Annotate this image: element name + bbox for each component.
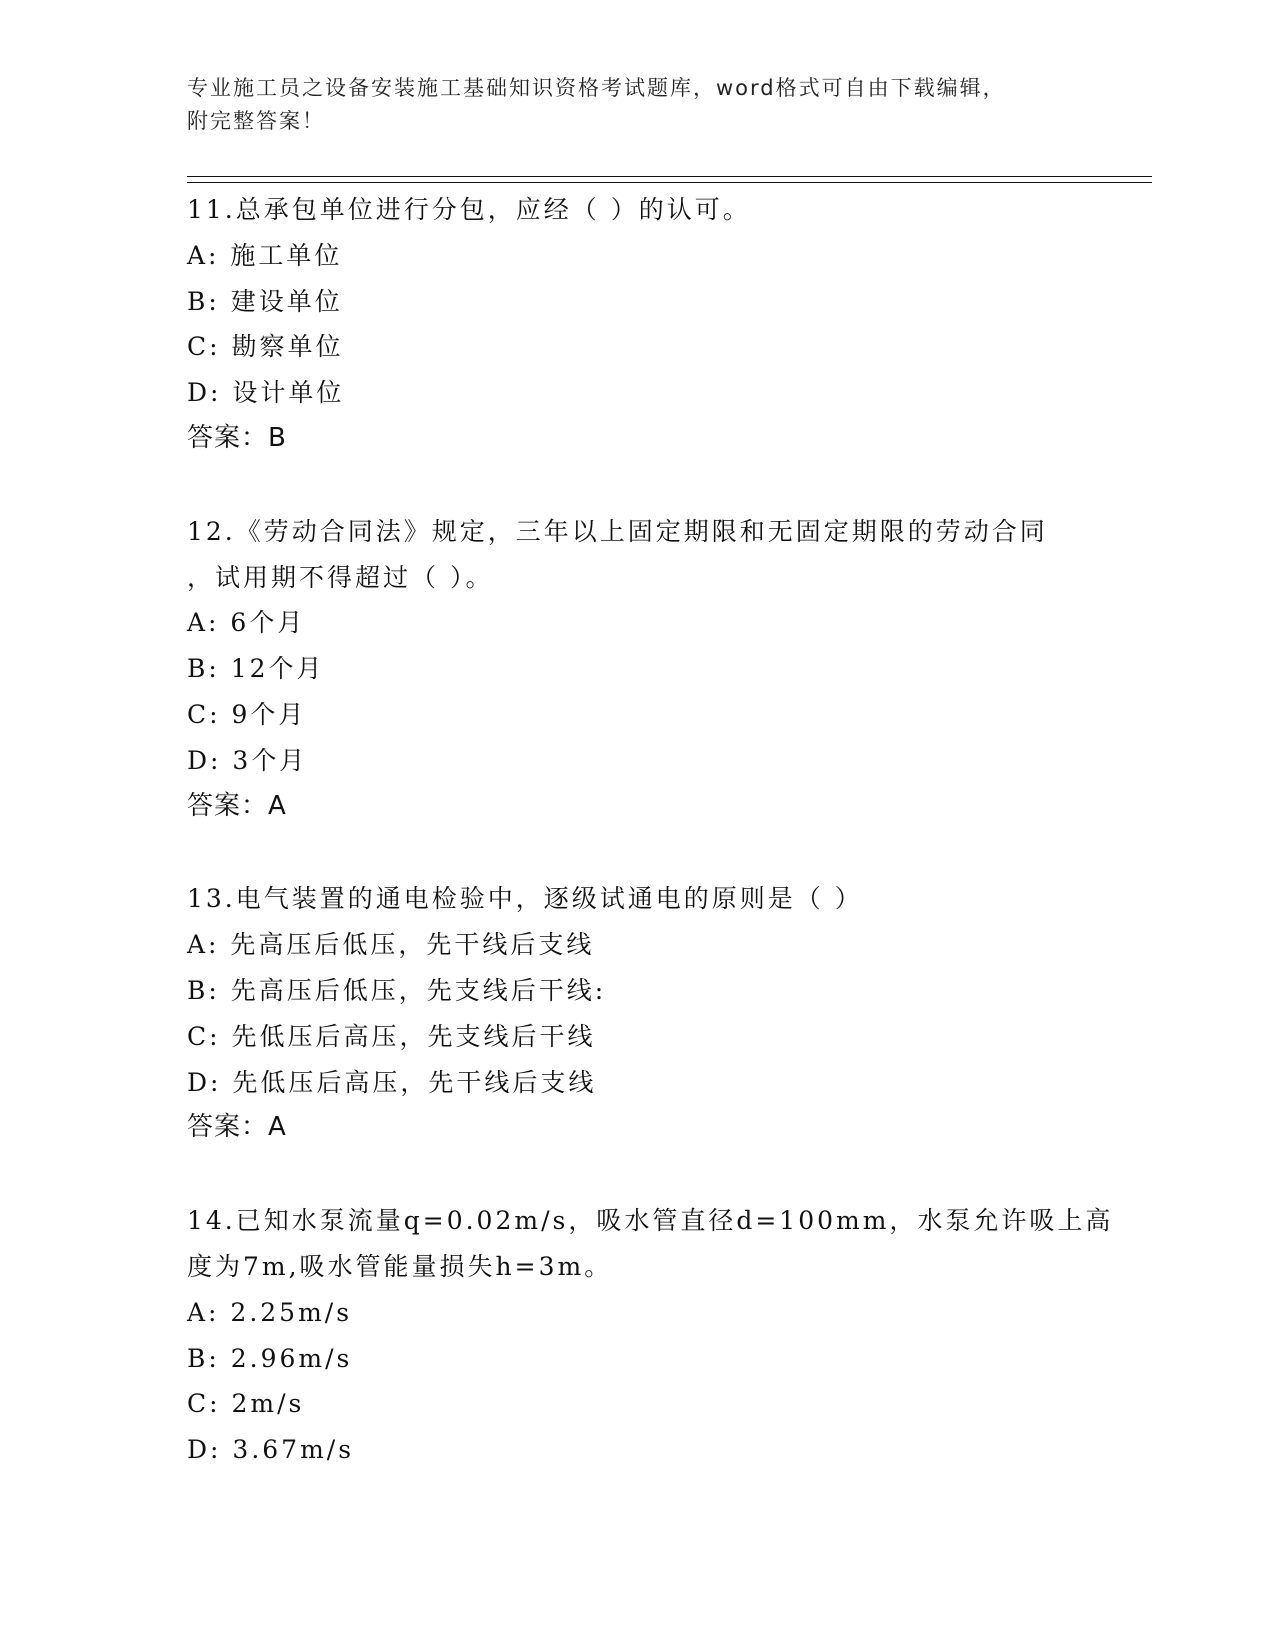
question-stem-continued: 度为7m,吸水管能量损失h=3m。 xyxy=(187,1251,613,1281)
answer-label: 答案：B xyxy=(187,422,287,453)
option-b: B: 建设单位 xyxy=(187,286,343,316)
question-11 xyxy=(187,187,1087,462)
document-header xyxy=(187,72,1087,138)
option-a: A: 施工单位 xyxy=(187,240,343,270)
option-b: B: 2.96m/s xyxy=(187,1343,353,1373)
header-line-2: 附完整答案！ xyxy=(187,109,325,133)
header-divider-top xyxy=(187,176,1152,177)
answer-label: 答案：A xyxy=(187,790,287,821)
option-d: D: 设计单位 xyxy=(187,378,345,408)
question-13 xyxy=(187,876,1087,1151)
option-d: D: 3个月 xyxy=(187,745,308,775)
option-a: A: 先高压后低压，先干线后支线 xyxy=(187,930,595,960)
option-a: A: 2.25m/s xyxy=(187,1297,353,1327)
option-c: C: 勘察单位 xyxy=(187,332,344,362)
header-line-1: 专业施工员之设备安装施工基础知识资格考试题库，word格式可自由下载编辑， xyxy=(187,76,1006,100)
option-b: B: 12个月 xyxy=(187,654,325,684)
option-d: D: 3.67m/s xyxy=(187,1435,355,1465)
answer-label: 答案：A xyxy=(187,1112,287,1143)
question-stem-continued: ，试用期不得超过（ ）。 xyxy=(187,562,494,592)
question-stem: 11.总承包单位进行分包，应经（ ）的认可。 xyxy=(187,195,751,224)
question-stem: 13.电气装置的通电检验中，逐级试通电的原则是（ ） xyxy=(187,884,863,914)
option-b: B: 先高压后低压，先支线后干线: xyxy=(187,975,607,1005)
header-divider-bottom xyxy=(187,182,1152,183)
option-d: D: 先低压后高压，先干线后支线 xyxy=(187,1067,597,1097)
option-c: C: 2m/s xyxy=(187,1389,305,1419)
option-c: C: 9个月 xyxy=(187,699,307,729)
option-a: A: 6个月 xyxy=(187,608,306,638)
question-stem: 12.《劳动合同法》规定，三年以上固定期限和无固定期限的劳动合同 xyxy=(187,516,1048,546)
question-14 xyxy=(187,1198,1114,1473)
question-12 xyxy=(187,509,1087,830)
question-list xyxy=(187,187,1114,1520)
option-c: C: 先低压后高压，先支线后干线 xyxy=(187,1021,596,1051)
question-stem: 14.已知水泵流量q=0.02m/s，吸水管直径d=100mm，水泵允许吸上高 xyxy=(187,1206,1114,1236)
